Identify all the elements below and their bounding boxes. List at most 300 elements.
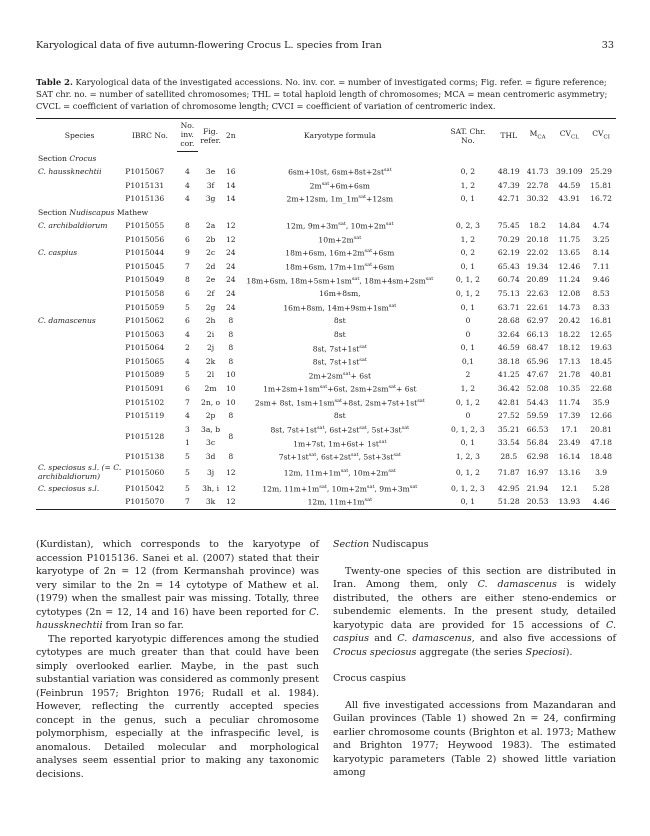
table-row [36, 450, 616, 464]
cell-mca: 68.47 [526, 343, 549, 353]
table-row [36, 395, 616, 409]
page-number: 33 [601, 40, 614, 51]
left-column [36, 538, 319, 781]
cell-mca: 30.32 [526, 194, 549, 204]
table-row [36, 314, 616, 328]
cell-2n: 14 [225, 180, 236, 190]
cell-formula: 8st, $7st+1st^{sat}$ [312, 357, 367, 367]
cell-cvci: 16.81 [590, 316, 612, 326]
cell-2n: 24 [225, 288, 236, 298]
cell-mca: 19.34 [526, 261, 549, 271]
cell-sat: 2 [465, 370, 471, 380]
table-row [36, 495, 616, 509]
cell-thl: 42.71 [497, 194, 520, 204]
cell-cvcl: 13.65 [558, 248, 581, 258]
cell-cvcl: 16.14 [558, 452, 581, 462]
cell-2n: 8 [228, 356, 234, 366]
cell-ibrc: P1015058 [125, 288, 165, 298]
cell-sat: 0, 1, 2 [455, 275, 480, 285]
cell-thl: 32.64 [497, 329, 520, 339]
cell-formula: $10m+2m^{sat}$ [318, 234, 362, 245]
cell-ninv: 3 [184, 424, 190, 434]
cell-fig: 3k [198, 495, 223, 509]
cell-ninv: 5 [184, 467, 190, 477]
cell-ibrc: P1015063 [125, 329, 165, 339]
cell-mca: 22.78 [526, 180, 549, 190]
table-row [36, 423, 616, 437]
cell-cvci: 15.81 [590, 180, 612, 190]
cell-cvci: 20.81 [590, 424, 612, 434]
table-row [36, 219, 616, 233]
cell-fig: 2g [205, 302, 216, 312]
cell-species: C. caspius [38, 248, 78, 258]
cell-formula: 8st, $7st+1st^{sat}$, $6st+2st^{sat}$, $5st+3st^{sat}$ [270, 425, 410, 435]
cell-2n: 8 [228, 452, 234, 462]
cell-cvci: 18.45 [590, 356, 612, 366]
cell-cvci: 12.66 [590, 411, 612, 421]
cell-ninv: 9 [184, 248, 190, 258]
sat-superscript: sat [319, 384, 328, 391]
right-column [333, 538, 616, 780]
cell-ibrc: P1015136 [125, 194, 165, 204]
cell-ninv: 4 [184, 194, 190, 204]
section-heading-caspius: Crocus caspius [333, 673, 406, 684]
cell-fig: 2h [205, 316, 216, 326]
cell-sat: 0 [465, 316, 471, 326]
cell-cvcl: 10.35 [558, 384, 581, 394]
table-row [36, 481, 616, 495]
cell-thl: 47.39 [497, 180, 520, 190]
cell-sat: 0, 1, 2 [455, 467, 480, 477]
cell-fig: 2c [206, 248, 216, 258]
cell-thl: 28.5 [500, 452, 518, 462]
cell-thl: 63.71 [497, 302, 520, 312]
cell-formula: 18m+6sm, $17m+1m^{sat}+6sm$ [285, 261, 395, 272]
cell-formula: 12m, $9m+3m^{sat}$, $10m+2m^{sat}$ [286, 221, 394, 231]
cell-fig: 2b [205, 234, 216, 244]
table-caption-label: Table 2. [36, 77, 73, 87]
cell-cvci: 8.33 [592, 302, 610, 312]
cell-ninv: 6 [184, 384, 190, 394]
cell-fig: 2a [205, 220, 216, 230]
cell-2n: 24 [225, 275, 236, 285]
cell-thl: 38.18 [497, 356, 520, 366]
cell-ninv: 4 [184, 180, 190, 190]
cell-cvcl: 44.59 [558, 180, 581, 190]
cell-thl: 46.59 [497, 343, 520, 353]
cell-ibrc: P1015102 [125, 397, 165, 407]
cell-ibrc: P1015089 [125, 370, 165, 380]
table-row [36, 382, 616, 396]
cell-cvcl: 12.46 [558, 261, 581, 271]
cell-sat: 0,1 [461, 356, 474, 366]
cell-formula: 6sm+10st, $6sm+8st+2st^{sat}$ [288, 167, 392, 177]
cell-fig: 3j [206, 467, 215, 477]
cell-formula: $7st+1st^{sat}$, $6st+2st^{sat}$, $5st+3st^{sat}$ [278, 452, 401, 462]
right-paragraph-1: Twenty-one species of this section are distributed in Iran. Among them, only C. damascenus is widely distributed, the others are either steno-endemics or subendemic elements. In the present study, detailed karyotypic data are provided for 15 accessions of C. caspius and C. damascenus, and also five accessions of Crocus speciosus aggregate (the series Speciosi). [333, 565, 616, 658]
cell-mca: 20.53 [523, 495, 553, 509]
cell-ninv: 5 [184, 302, 190, 312]
cell-mca: 20.18 [526, 234, 549, 244]
header-fig-2: refer. [200, 136, 221, 146]
cell-cvci: 3.9 [595, 467, 608, 477]
cell-fig: 2k [205, 356, 216, 366]
cell-mca: 66.13 [526, 329, 549, 339]
sat-superscript: sat [417, 397, 425, 404]
cell-cvcl: 17.1 [560, 424, 578, 434]
cell-formula: 8st [333, 316, 346, 326]
cell-ibrc: P1015060 [125, 467, 165, 477]
table-row [36, 192, 616, 206]
cell-mca: 21.94 [526, 483, 549, 493]
cell-ibrc: P1015119 [125, 411, 165, 421]
cell-formula: 12m, $11m+1m^{sat}$, $10m+2m^{sat}$, $9m+3m^{sat}$ [262, 483, 418, 494]
cell-2n: 12 [225, 234, 236, 244]
cell-cvci: 5.28 [592, 483, 610, 493]
sat-superscript: sat [385, 221, 394, 228]
cell-cvci: 18.48 [590, 452, 612, 462]
cell-cvci: 19.63 [590, 343, 612, 353]
sat-superscript: sat [351, 452, 359, 459]
sat-superscript: sat [364, 261, 373, 268]
sat-superscript: sat [409, 483, 418, 490]
cell-ninv: 6 [184, 234, 190, 244]
cell-2n: 8 [228, 411, 234, 421]
cell-2n: 8 [228, 431, 234, 441]
cell-mca: 16.97 [526, 467, 549, 477]
cell-cvci: 40.81 [590, 370, 612, 380]
cell-sat: 1, 2 [460, 384, 476, 394]
cell-2n: 24 [225, 302, 236, 312]
cell-ninv: 5 [184, 483, 190, 493]
cell-cvci: 4.46 [586, 495, 616, 509]
running-head-title: Karyological data of five autumn-flowering Crocus L. species from Iran [36, 40, 382, 51]
cell-sat: 0, 1 [460, 302, 476, 312]
cell-mca: 56.84 [526, 438, 549, 448]
sat-superscript: sat [338, 221, 346, 228]
cell-species: C. speciosus s.l. [38, 483, 100, 493]
cell-cvcl: 18.22 [558, 329, 581, 339]
sat-superscript: sat [334, 397, 342, 404]
cell-fig: 2l [206, 370, 215, 380]
cell-cvcl: 39.109 [556, 166, 583, 176]
cell-cvcl: 13.93 [552, 495, 586, 509]
sat-superscript: sat [351, 275, 360, 282]
cell-cvci: 9.46 [592, 275, 610, 285]
cell-ninv: 4 [184, 356, 190, 366]
table-row [36, 246, 616, 260]
cell-species [36, 341, 123, 355]
cell-formula: 12m, $11m+1m^{sat}$ [239, 495, 441, 509]
cell-formula: 8st, $7st+1st^{sat}$ [312, 343, 367, 354]
cell-ninv: 7 [184, 261, 190, 271]
cell-2n: 12 [225, 467, 236, 477]
cell-formula: $2m+2sm^{sat}+ 6st$ [308, 370, 372, 381]
cell-ibrc: P1015065 [125, 356, 165, 366]
cell-fig: 3h, i [202, 483, 220, 493]
cell-fig: 3a, b [201, 424, 221, 434]
cell-mca: 47.67 [526, 370, 549, 380]
cell-cvcl: 11.24 [558, 275, 581, 285]
cell-fig: 2j [206, 343, 215, 353]
section-heading-nudiscapus: Section Nudiscapus [333, 539, 429, 550]
sat-superscript: sat [388, 302, 397, 309]
cell-thl: 35.21 [497, 424, 520, 434]
table-row [36, 178, 616, 192]
cell-formula: $2m^{sat}+6m+6sm$ [309, 180, 370, 191]
cell-cvci: 12.65 [590, 329, 612, 339]
cell-species [36, 355, 123, 369]
cell-ninv: 7 [184, 397, 190, 407]
left-paragraph-1: (Kurdistan), which corresponds to the karyotype of accession P1015136. Sanei et al. (2007) stated that their karyotype of 2n = 12 (from Kermanshah province) was very similar to the 2n = 14 cytotype of Mathew et al. (1979) when the smallest pair was missing. Totally, three cytotypes (2n = 12, 14 and 16) have been reported for C. haussknechtii from Iran so far. [36, 539, 319, 631]
cell-species [36, 450, 123, 464]
cell-formula: $1m+2sm+1sm^{sat}+6st$, $2sm+2sm^{sat}+ 6st$ [263, 384, 417, 394]
cell-cvcl: 17.13 [558, 356, 581, 366]
section-row [36, 151, 616, 165]
cell-fig: 2e [205, 275, 216, 285]
cell-cvci: 8.14 [592, 248, 610, 258]
cell-cvcl: 11.74 [558, 397, 581, 407]
cell-cvcl: 12.08 [558, 288, 581, 298]
cell-sat: 0, 1 [460, 194, 476, 204]
cell-2n: 10 [225, 397, 236, 407]
cell-thl: 62.19 [497, 248, 520, 258]
cell-2n: 8 [228, 316, 234, 326]
cell-ibrc: P1015049 [125, 275, 165, 285]
header-ninv-2: inv. [180, 130, 194, 140]
cell-ninv: 6 [184, 288, 190, 298]
cell-sat: 0, 1, 2, 3 [450, 424, 485, 434]
sat-superscript: sat [359, 343, 367, 350]
table-caption-text: Karyological data of the investigated accessions. No. inv. cor. = number of investigated corms; Fig. refer. = figure reference; SAT chr. no. = number of satellited chromosomes; THL = total haploid length of chromosomes; MCA = mean centromeric asymmetry; CVCL = coefficient of variation of chromosome length; CVCI = coefficient of variation of centromeric index. [36, 77, 608, 111]
cell-ninv: 6 [184, 316, 190, 326]
cell-thl: 27.52 [497, 411, 520, 421]
cell-ibrc: P1015128 [125, 431, 165, 441]
cell-thl: 41.25 [497, 370, 520, 380]
cell-sat: 1, 2 [460, 180, 476, 190]
cell-formula: 16m+8sm, [319, 288, 361, 298]
cell-thl: 48.19 [497, 166, 520, 176]
cell-ibrc: P1015091 [125, 384, 165, 394]
sat-superscript: sat [364, 497, 373, 504]
cell-fig: 2d [205, 261, 216, 271]
header-cvci: $CV_{CI}$ [586, 119, 616, 152]
cell-ninv: 4 [184, 411, 190, 421]
cell-cvcl: 20.42 [558, 316, 581, 326]
table-row [36, 260, 616, 274]
header-ninv-3: cor. [177, 139, 199, 151]
header-sat [441, 119, 495, 152]
cell-species [36, 300, 123, 314]
cell-thl: 36.42 [497, 384, 520, 394]
cell-formula: 2m+12sm, $1m\_1m^{sat}+12sm$ [286, 194, 394, 204]
sat-superscript: sat [378, 438, 387, 445]
sat-superscript: sat [364, 248, 373, 255]
table-row [36, 328, 616, 342]
table-body [36, 151, 616, 509]
cell-sat: 0, 1 [460, 438, 476, 448]
cell-thl: 33.54 [497, 438, 520, 448]
cell-2n: 16 [225, 166, 236, 176]
cell-formula: 8st [333, 329, 346, 339]
table-caption [36, 76, 616, 112]
cell-sat: 0, 1, 2 [455, 397, 480, 407]
cell-sat: 0, 1 [441, 495, 495, 509]
cell-mca: 18.2 [529, 220, 547, 230]
cell-sat: 0, 1, 2, 3 [450, 483, 485, 493]
cell-mca: 52.08 [526, 384, 549, 394]
cell-ibrc: P1015067 [125, 166, 165, 176]
table-row [36, 273, 616, 287]
cell-2n: 24 [225, 248, 236, 258]
cell-2n: 24 [225, 261, 236, 271]
cell-mca: 59.59 [526, 411, 549, 421]
cell-sat: 1, 2, 3 [455, 452, 480, 462]
cell-ninv: 2 [184, 343, 190, 353]
cell-mca: 62.97 [526, 316, 549, 326]
cell-species [36, 178, 123, 192]
cell-cvcl: 13.16 [558, 467, 581, 477]
cell-thl: 51.28 [495, 495, 523, 509]
cell-species [36, 423, 123, 450]
sat-superscript: sat [358, 194, 366, 201]
cell-ibrc: P1015062 [125, 316, 165, 326]
cell-ibrc: P1015042 [125, 483, 165, 493]
cell-2n: 8 [228, 343, 234, 353]
cell-ninv: 4 [184, 329, 190, 339]
cell-ninv: 7 [177, 495, 199, 509]
cell-cvci: 8.53 [592, 288, 610, 298]
cell-mca: 65.96 [526, 356, 549, 366]
cell-species [36, 260, 123, 274]
cell-formula: 18m+6sm, $16m+2m^{sat}+6sm$ [285, 248, 395, 258]
cell-species: C. speciosus s.l. (= C. archibaldiorum) [38, 463, 122, 482]
cell-ibrc: P1015070 [123, 495, 176, 509]
cell-thl: 75.13 [497, 288, 520, 298]
cell-ninv: 5 [184, 370, 190, 380]
cell-cvci: 25.29 [590, 166, 612, 176]
cell-thl: 42.95 [497, 483, 520, 493]
sat-superscript: sat [340, 468, 349, 475]
cell-sat: 0 [465, 411, 471, 421]
left-paragraph-2: The reported karyotypic differences among the studied cytotypes are much greater than that could have been simply overlooked earlier. Maybe, in the past such substantial variation was considered as commonly present (Feinbrun 1957; Brighton 1976; Rudall et al. 1984). However, reflecting the currently accepted species concept in the genus, such a peculiar chromosome polymorphism, especially at the infraspecific level, is anomalous. Detailed molecular and morphological analyses seem essential prior to making any taxonomic decisions. [36, 633, 319, 780]
cell-fig: 2p [205, 411, 216, 421]
cell-thl: 42.81 [497, 397, 520, 407]
cell-mca: 20.89 [526, 275, 549, 285]
cell-species [36, 192, 123, 206]
section-row [36, 206, 616, 219]
table-row [36, 463, 616, 481]
cell-cvcl: 21.78 [558, 370, 581, 380]
cell-thl: 65.43 [497, 261, 520, 271]
cell-cvcl: 43.91 [558, 194, 581, 204]
cell-ibrc: P1015044 [125, 248, 165, 258]
sat-superscript: sat [388, 468, 396, 475]
cell-cvcl: 17.39 [558, 411, 581, 421]
cell-thl: 75.45 [497, 220, 520, 230]
header-fig-1: Fig. [203, 126, 219, 136]
sat-superscript: sat [384, 167, 392, 174]
cell-2n: 12 [225, 483, 236, 493]
cell-cvci: 47.18 [590, 438, 612, 448]
sat-superscript: sat [342, 370, 351, 377]
header-formula: Karyotype formula [239, 119, 441, 152]
cell-fig: 2f [206, 288, 215, 298]
cell-species [36, 368, 123, 382]
cell-formula: 2sm+ 8st, $1sm+1sm^{sat}+8st$, $2sm+7st+1st^{sat}$ [254, 397, 425, 408]
cell-thl: 71.87 [497, 467, 520, 477]
cell-formula: 16m+8sm, $14m+9sm+1sm^{sat}$ [283, 302, 397, 313]
cell-thl: 28.68 [497, 316, 520, 326]
cell-formula: 12m, $11m+1m^{sat}$, $10m+2m^{sat}$ [283, 468, 396, 478]
cell-cvcl: 12.1 [560, 483, 578, 493]
cell-species [36, 328, 123, 342]
header-thl: THL [495, 119, 523, 152]
cell-2n: 12 [223, 495, 239, 509]
cell-species [36, 395, 123, 409]
cell-species [36, 382, 123, 396]
cell-species [36, 495, 123, 509]
cell-ibrc: P1015055 [125, 220, 165, 230]
cell-formula: 8st [333, 411, 346, 421]
cell-cvcl: 18.12 [558, 343, 581, 353]
sat-superscript: sat [393, 452, 401, 459]
cell-fig: 2n, o [200, 397, 221, 407]
cell-thl: 70.29 [497, 234, 520, 244]
sat-superscript: sat [353, 234, 362, 241]
cell-fig: 2m [204, 384, 217, 394]
running-head [36, 40, 614, 54]
cell-sat: 0, 2, 3 [455, 220, 480, 230]
header-2n: 2n [223, 119, 239, 152]
cell-ninv: 8 [184, 275, 190, 285]
sat-superscript: sat [359, 425, 367, 432]
cell-sat: 0, 1 [460, 343, 476, 353]
cell-species: C. damascenus [38, 316, 96, 326]
cell-formula: 1m+7st, $1m+6st+ 1st^{sat}$ [293, 438, 387, 449]
sat-superscript: sat [425, 275, 434, 282]
cell-fig: 3f [206, 180, 215, 190]
sat-superscript: sat [401, 425, 410, 432]
cell-mca: 62.98 [526, 452, 549, 462]
header-mca: $M_{CA}$ [523, 119, 553, 152]
cell-mca: 66.53 [526, 424, 549, 434]
table-row [36, 287, 616, 301]
cell-fig: 2i [206, 329, 215, 339]
cell-ibrc: P1015056 [125, 234, 165, 244]
sat-superscript: sat [388, 384, 397, 391]
table-row [36, 165, 616, 179]
cell-mca: 54.43 [526, 397, 549, 407]
table-header-row [36, 119, 616, 131]
cell-ibrc: P1015064 [125, 343, 165, 353]
section-label: Section Nudiscapus Mathew [38, 207, 149, 217]
cell-sat: 0, 2 [460, 166, 476, 176]
cell-2n: 10 [225, 370, 236, 380]
cell-mca: 41.73 [526, 166, 549, 176]
table-row [36, 300, 616, 314]
table-row [36, 409, 616, 423]
sat-superscript: sat [359, 357, 367, 364]
header-sat-1: SAT. Chr. [450, 126, 486, 136]
cell-ninv: 4 [184, 166, 190, 176]
section-label: Section Crocus [38, 153, 97, 163]
cell-fig: 3e [205, 166, 216, 176]
cell-mca: 22.63 [526, 288, 549, 298]
sat-superscript: sat [366, 483, 375, 490]
sat-superscript: sat [316, 425, 325, 432]
cell-species: C. haussknechtii [38, 166, 102, 176]
